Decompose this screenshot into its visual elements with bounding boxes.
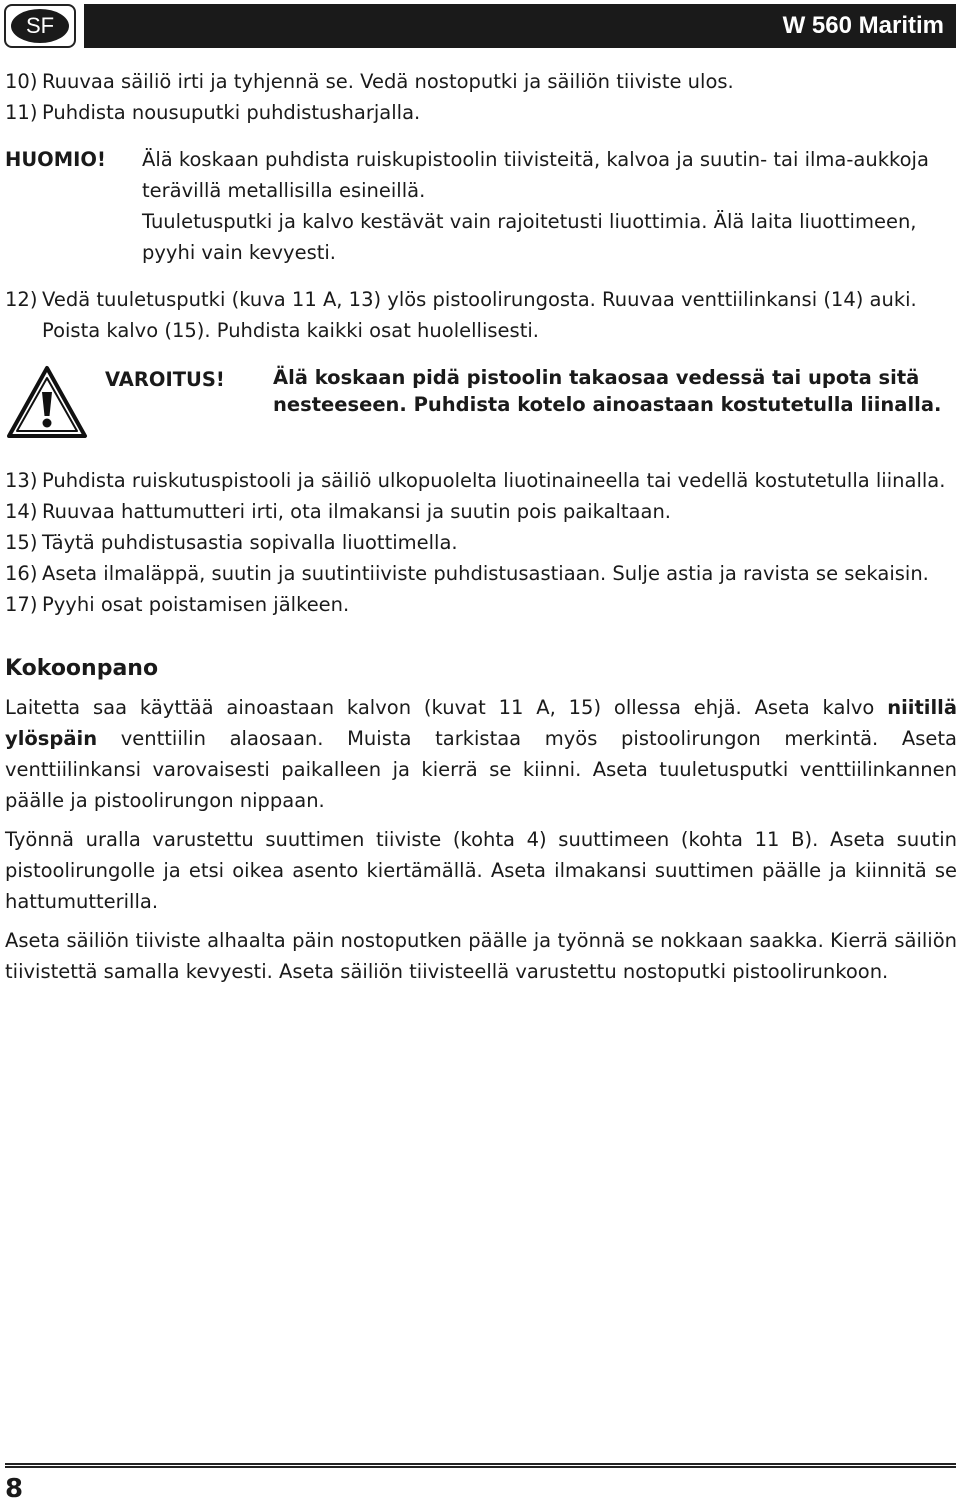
paragraph-text: venttiilin alaosaan. Muista tarkistaa myös pistoolirungon merkintä. Aseta venttiilinkansi varovaisesti paikalleen ja kierrä se kiinni. Aseta tuuletusputki venttiilinkannen päälle ja pistoolirungon nippaan.: [5, 727, 957, 812]
step-text: Puhdista ruiskutuspistooli ja säiliö ulkopuolelta liuotinaineella tai vedellä kostutetulla liinalla.: [42, 469, 946, 492]
header-bar: [84, 4, 956, 48]
assembly-paragraph-3: Aseta säiliön tiiviste alhaalta päin nostoputken päälle ja työnnä se nokkaan saakka. Kierrä säiliön tiivistettä samalla kevyesti. Aseta säiliön tiivisteellä varustettu nostoputki pistoolirunkoon.: [5, 929, 957, 983]
step-text: Pyyhi osat poistamisen jälkeen.: [42, 593, 350, 616]
section-heading: Kokoonpano: [5, 656, 159, 681]
language-badge: [4, 4, 76, 48]
step-text: Aseta ilmaläppä, suutin ja suutintiiviste puhdistusastiaan. Sulje astia ja ravista se sekaisin.: [42, 562, 929, 585]
assembly-paragraph-1: [5, 692, 957, 816]
page-content: [5, 66, 957, 995]
warning-text: Älä koskaan pidä pistoolin takaosaa vedessä tai upota sitä nesteeseen. Puhdista kotelo ainoastaan kostutetulla liinalla.: [273, 366, 942, 416]
step-number: 13): [5, 469, 38, 492]
step-number: 16): [5, 562, 38, 585]
list-item: [5, 66, 957, 97]
step-number: 12): [5, 288, 38, 311]
step-text: Vedä tuuletusputki (kuva 11 A, 13) ylös pistoolirungosta. Ruuvaa venttiilinkansi (14) auki. Poista kalvo (15). Puhdista kaikki osat huolellisesti.: [42, 288, 917, 342]
model-name: W 560 Maritim: [782, 12, 944, 39]
list-item: [5, 284, 957, 346]
list-item: [5, 496, 957, 527]
note-label: HUOMIO!: [5, 148, 106, 171]
step-text: Puhdista nousuputki puhdistusharjalla.: [42, 101, 421, 124]
paragraph-text: Laitetta saa käyttää ainoastaan kalvon (kuvat 11 A, 15) ollessa ehjä. Aseta kalvo: [5, 696, 888, 719]
step-number: 11): [5, 101, 38, 124]
step-number: 14): [5, 500, 38, 523]
step-text: Ruuvaa säiliö irti ja tyhjennä se. Vedä nostoputki ja säiliön tiiviste ulos.: [42, 70, 734, 93]
note-text-2: Tuuletusputki ja kalvo kestävät vain rajoitetusti liuottimia. Älä laita liuottimeen, pyyhi vain kevyesti.: [142, 210, 917, 264]
warning-label: VAROITUS!: [105, 368, 225, 391]
list-item: [5, 465, 957, 496]
warning-triangle-icon: [5, 364, 105, 449]
step-number: 10): [5, 70, 38, 93]
list-item: [5, 589, 957, 620]
list-item: [5, 527, 957, 558]
warning-block: [5, 364, 957, 449]
footer-divider: [5, 1463, 956, 1468]
emphasis-text: niitillä ylöspäin: [5, 696, 957, 750]
language-code: SF: [11, 9, 69, 43]
note-block: [5, 144, 957, 268]
step-number: 17): [5, 593, 38, 616]
page-number: 8: [5, 1474, 24, 1504]
step-text: Ruuvaa hattumutteri irti, ota ilmakansi ja suutin pois paikaltaan.: [42, 500, 672, 523]
step-number: 15): [5, 531, 38, 554]
list-item: [5, 97, 957, 128]
list-item: [5, 558, 957, 589]
assembly-paragraph-2: Työnnä uralla varustettu suuttimen tiiviste (kohta 4) suuttimeen (kohta 11 B). Aseta suutin pistoolirungolle ja etsi oikea asento kiertämällä. Aseta ilmakansi suuttimen päälle ja kiinnitä se hattumutterilla.: [5, 828, 957, 913]
step-text: Täytä puhdistusastia sopivalla liuottimella.: [42, 531, 458, 554]
note-text-1: Älä koskaan puhdista ruiskupistoolin tiivisteitä, kalvoa ja suutin- tai ilma-aukkoja terävillä metallisilla esineillä.: [142, 148, 929, 202]
